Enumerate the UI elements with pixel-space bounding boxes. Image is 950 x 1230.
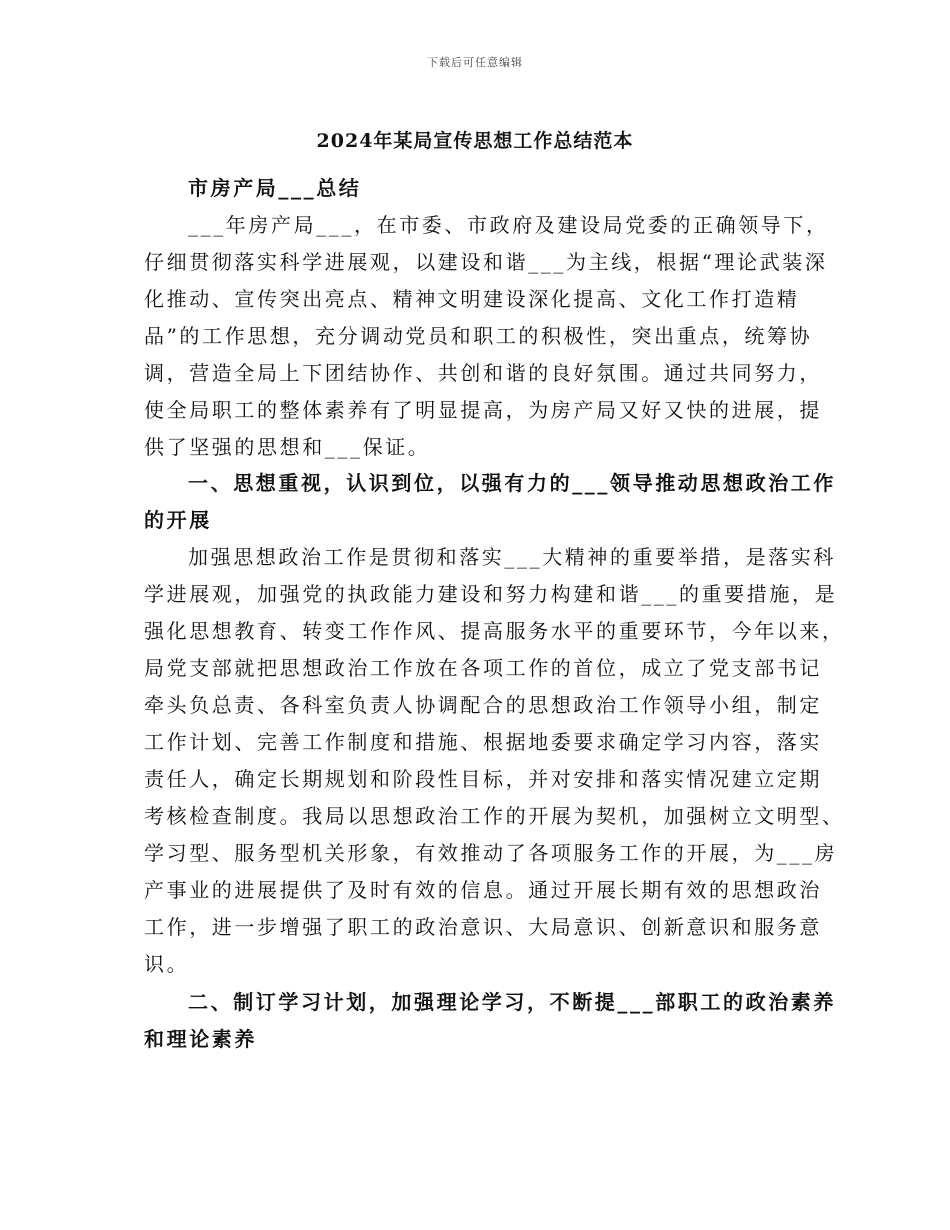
- heading-line: 的开展: [144, 508, 212, 532]
- header-note: 下载后可任意编辑: [427, 56, 523, 69]
- text-line: 产事业的进展提供了及时有效的信息。通过开展长期有效的思想政治: [144, 878, 822, 902]
- text-line: 牵头负总责、各科室负责人协调配合的思想政治工作领导小组，制定: [144, 693, 822, 717]
- text-line: 加强思想政治工作是贯彻和落实___大精神的重要举措，是落实科: [188, 545, 836, 569]
- text-line: 责任人，确定长期规划和阶段性目标，并对安排和落实情况建立定期: [144, 767, 822, 791]
- text-line: 仔细贯彻落实科学进展观，以建设和谐___为主线，根据“理论武装深: [144, 250, 828, 274]
- heading-line: 二、制订学习计划，加强理论学习，不断提___部职工的政治素养: [188, 990, 836, 1014]
- section-2-heading: [144, 984, 836, 1058]
- text-line: 调，营造全局上下团结协作、共创和谐的良好氛围。通过共同努力，: [144, 361, 822, 385]
- text-line: 工作，进一步增强了职工的政治意识、大局意识、创新意识和服务意: [144, 915, 822, 939]
- section-1-heading: [144, 465, 836, 539]
- text-line: 品”的工作思想，充分调动党员和职工的积极性，突出重点，统筹协: [144, 324, 813, 348]
- text-line: 识。: [144, 952, 190, 976]
- text-line: ___年房产局___，在市委、市政府及建设局党委的正确领导下，: [188, 213, 829, 237]
- text-line: 强化思想教育、转变工作作风、提高服务水平的重要环节，今年以来，: [144, 619, 845, 643]
- text-line: 考核检查制度。我局以思想政治工作的开展为契机，加强树立文明型、: [144, 804, 845, 828]
- heading-line: 一、思想重视，认识到位，以强有力的___领导推动思想政治工作: [188, 471, 836, 495]
- subtitle: 市房产局___总结: [188, 176, 362, 200]
- section-1-paragraph: [144, 539, 845, 983]
- text-line: 工作计划、完善工作制度和措施、根据地委要求确定学习内容，落实: [144, 730, 822, 754]
- text-line: 化推动、宣传突出亮点、精神文明建设深化提高、文化工作打造精: [144, 287, 800, 311]
- text-line: 学习型、服务型机关形象，有效推动了各项服务工作的开展，为___房: [144, 841, 838, 865]
- intro-paragraph: [144, 207, 829, 466]
- heading-line: 和理论素养: [144, 1027, 257, 1051]
- text-line: 供了坚强的思想和___保证。: [144, 435, 431, 459]
- document-title: 2024年某局宣传思想工作总结范本: [316, 130, 634, 152]
- text-line: 局党支部就把思想政治工作放在各项工作的首位，成立了党支部书记: [144, 656, 822, 680]
- text-line: 学进展观，加强党的执政能力建设和努力构建和谐___的重要措施，是: [144, 582, 838, 606]
- text-line: 使全局职工的整体素养有了明显提高，为房产局又好又快的进展，提: [144, 398, 822, 422]
